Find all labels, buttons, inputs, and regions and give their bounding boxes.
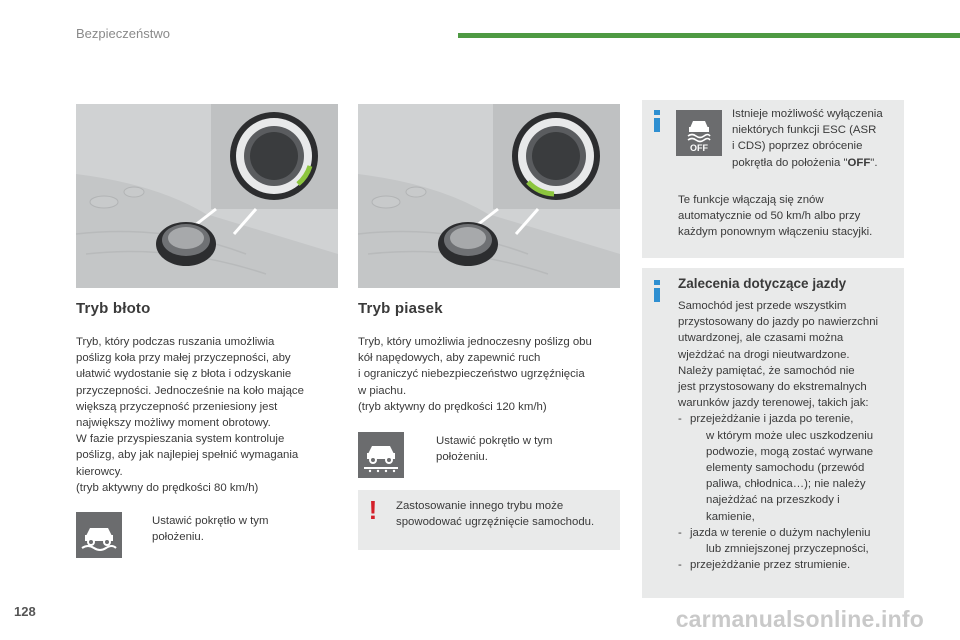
- driving-advice-text: Samochód jest przede wszystkim przystosowany do jazdy po nawierzchni utwardzonej, ale czasami można wjeżdżać na drogi nieutwardzone. Należy pamiętać, że samochód nie jest przystosowany do ekstremalnych warunków jazdy terenowej, takich jak: - przejeżdżanie i jazda po terenie, w którym może ulec uszkodzeniu podwozie, mogą zostać wyrwane elementy samochodu (przewód paliwa, chłodnica…); nie należy najeżdżać na przeszkody i kamienie, - jazda w terenie o dużym nachyleniu lub zmniejszonej przyczepności, - przejeżdżanie przez strumienie.: [678, 298, 902, 573]
- warning-box: [358, 490, 620, 550]
- sand-mode-heading: Tryb piasek: [358, 300, 443, 317]
- esc-off-text: Istnieje możliwość wyłączenia niektórych funkcji ESC (ASR i CDS) poprzez obrócenie pokrętła do położenia "OFF".: [732, 108, 883, 169]
- sand-mode-description: Tryb, który umożliwia jednoczesny poślizg obu kół napędowych, aby zapewnić ruch i ograniczyć niebezpieczeństwo ugrzęźnięcia w piachu. (tryb aktywny do prędkości 120 km/h): [358, 336, 592, 413]
- esc-off-icon-label: OFF: [690, 143, 708, 153]
- driving-advice-heading: Zalecenia dotyczące jazdy: [678, 276, 847, 291]
- warning-text: Zastosowanie innego trybu może spowodować ugrzęźnięcie samochodu.: [396, 500, 595, 529]
- list-item: - przejeżdżanie przez strumienie.: [678, 557, 902, 573]
- mud-mode-description: Tryb, który podczas ruszania umożliwia poślizg koła przy małej przyczepności, aby ułatwić wydostanie się z błota i odzyskanie przyczepności. Jednocześnie na koło mające większą przyczepność przeniesiony jest największy możliwy moment obrotowy. W fazie przyspieszania system kontroluje poślizg, aby jak najlepiej spełnić wymagania kierowcy. (tryb aktywny do prędkości 80 km/h): [76, 336, 304, 494]
- page-number: 128: [14, 604, 36, 619]
- page-header-title: Bezpieczeństwo: [76, 26, 170, 41]
- driving-advice-list: [678, 411, 902, 573]
- esc-off-info-box: [642, 100, 904, 258]
- mud-mode-icon: [76, 512, 122, 558]
- mud-mode-dial-photo: [76, 104, 338, 288]
- esc-reactivation-text: Te funkcje włączają się znów automatycznie od 50 km/h albo przy każdym ponownym włączeniu stacyjki.: [678, 194, 873, 239]
- sand-mode-icon: [358, 432, 404, 478]
- mud-mode-heading: Tryb błoto: [76, 300, 151, 317]
- sand-mode-dial-photo: [358, 104, 620, 288]
- list-item: - przejeżdżanie i jazda po terenie, w którym może ulec uszkodzeniu podwozie, mogą zostać wyrwane elementy samochodu (przewód paliwa, chłodnica…); nie należy najeżdżać na przeszkody i kamienie,: [678, 411, 902, 524]
- watermark: carmanualsonline.info: [675, 606, 924, 632]
- mud-mode-instruction: Ustawić pokrętło w tym położeniu.: [152, 515, 269, 544]
- exclamation-icon: !: [368, 495, 378, 525]
- sand-mode-instruction: Ustawić pokrętło w tym położeniu.: [436, 435, 553, 464]
- header-accent-bar: [458, 33, 960, 38]
- esc-off-icon: [676, 110, 722, 156]
- list-item: - jazda w terenie o dużym nachyleniu lub zmniejszonej przyczepności,: [678, 525, 902, 557]
- driving-advice-box: [642, 268, 904, 598]
